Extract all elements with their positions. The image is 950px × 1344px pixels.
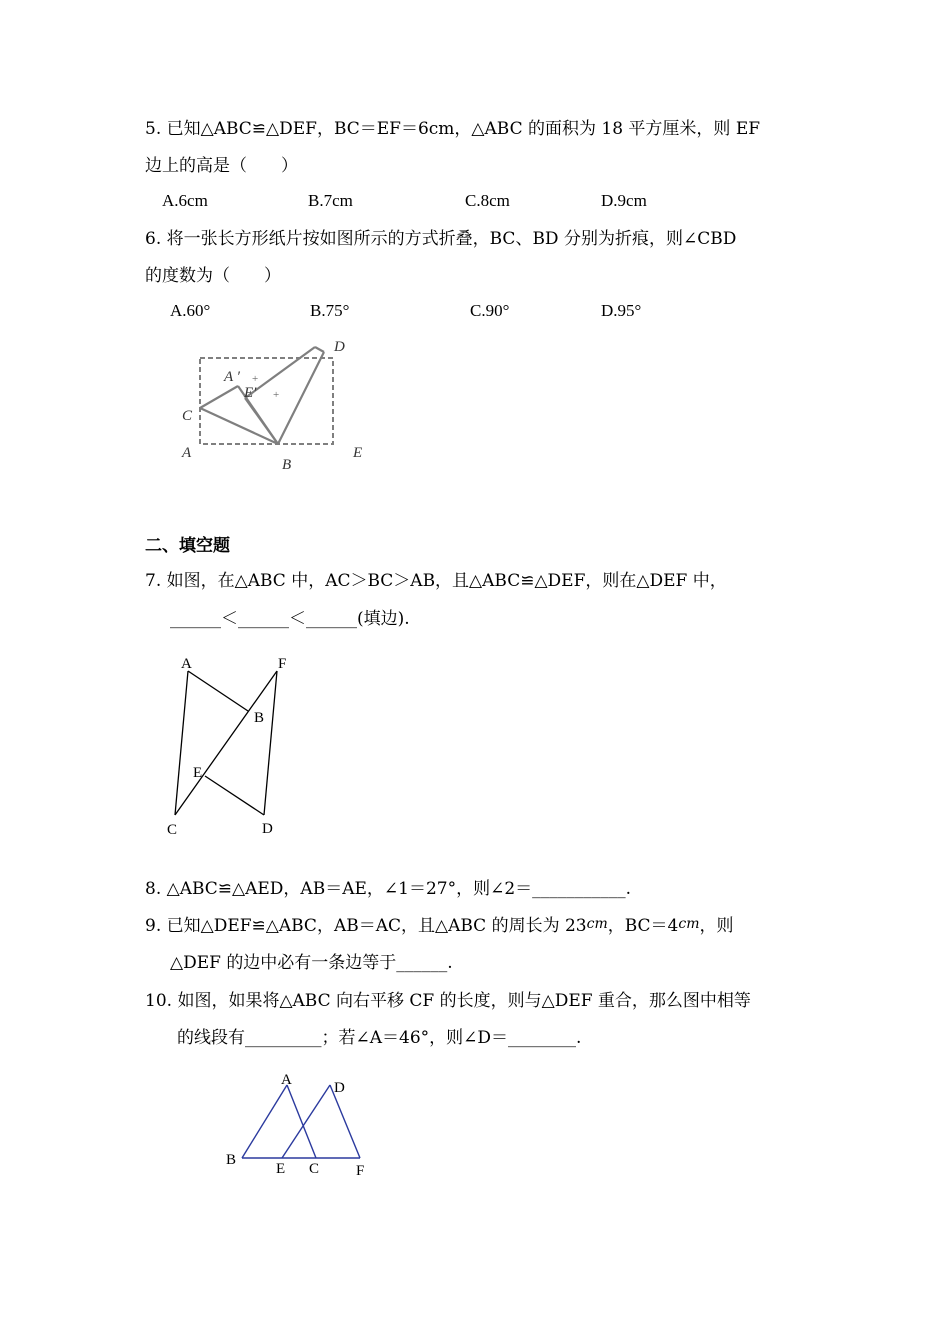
q8-stem-line1: 8. △ABC≌△AED，AB＝AE，∠1＝27°，则∠2＝___________. — [145, 879, 632, 899]
segment-ac — [175, 671, 188, 815]
label-b: B — [282, 457, 292, 473]
q6-option-c: C.90° — [470, 301, 510, 320]
segment-ab — [188, 671, 248, 711]
translation-figure — [220, 1065, 380, 1180]
q7-stem-line1: 7. 如图，在△ABC 中，AC＞BC＞AB，且△ABC≌△DEF，则在△DEF 中， — [145, 571, 727, 591]
fold-line-top — [315, 347, 324, 352]
q9-text-c: ，则 — [699, 916, 734, 936]
q9-unit-1: cm — [586, 916, 608, 932]
label-c: C — [167, 822, 178, 838]
label-d: D — [334, 339, 345, 355]
q10-stem-line2: 的线段有_________；若∠A＝46°，则∠D＝________. — [177, 1028, 582, 1048]
q5-stem-line2: 边上的高是（ ） — [145, 156, 298, 176]
q6-stem-line1: 6. 将一张长方形纸片按如图所示的方式折叠，BC、BD 分别为折痕，则∠CBD — [145, 229, 737, 249]
segment-cf — [175, 671, 277, 815]
label-e: E — [353, 445, 363, 461]
q7-stem-line2: ______＜______＜______(填边). — [170, 609, 410, 629]
section-2-title: 二、填空题 — [145, 536, 230, 556]
q9-text-b: ，BC＝4 — [607, 916, 679, 936]
label-d: D — [262, 821, 273, 837]
fold-line-ca — [200, 386, 238, 408]
q9-stem-line2: △DEF 的边中必有一条边等于______. — [170, 953, 453, 973]
label-c: C — [182, 408, 193, 424]
q5-stem-line1: 5. 已知△ABC≌△DEF，BC＝EF＝6cm，△ABC 的面积为 18 平方厘米，则 EF — [145, 119, 761, 139]
plus-mark-1: + — [252, 373, 259, 385]
segment-ed — [282, 1085, 330, 1158]
label-f: F — [278, 656, 287, 672]
q6-option-b: B.75° — [310, 301, 350, 320]
fold-figure — [170, 330, 380, 475]
congruent-triangles-figure — [160, 650, 300, 845]
q9-text-a: 9. 已知△DEF≌△ABC，AB＝AC，且△ABC 的周长为 23 — [145, 916, 587, 936]
label-f: F — [356, 1163, 365, 1179]
segment-ac — [287, 1085, 316, 1158]
q5-option-c: C.8cm — [465, 191, 510, 210]
label-a: A — [182, 445, 192, 461]
label-e-prime: E′ — [244, 385, 257, 401]
q5-option-b: B.7cm — [308, 191, 353, 210]
segment-ba — [242, 1085, 287, 1158]
label-b: B — [254, 710, 265, 726]
label-b: B — [226, 1152, 237, 1168]
q6-option-a: A.60° — [170, 301, 211, 320]
q9-stem-line1 — [145, 915, 734, 938]
fold-line-bd — [278, 352, 324, 444]
paper-rectangle — [200, 358, 333, 444]
plus-mark-2: + — [273, 389, 280, 401]
q5-option-a: A.6cm — [162, 191, 208, 210]
label-e: E — [276, 1161, 286, 1177]
q9-unit-2: cm — [678, 916, 700, 932]
label-a-prime: A ′ — [224, 369, 240, 385]
q6-stem-line2: 的度数为（ ） — [145, 266, 281, 286]
label-d: D — [334, 1080, 345, 1096]
segment-ed — [205, 776, 264, 815]
label-c: C — [309, 1161, 320, 1177]
q5-option-d: D.9cm — [601, 191, 647, 210]
q6-option-d: D.95° — [601, 301, 642, 320]
label-e: E — [193, 765, 203, 781]
segment-fd — [264, 671, 277, 815]
label-a: A — [281, 1072, 292, 1088]
label-a: A — [181, 656, 192, 672]
q10-stem-line1: 10. 如图，如果将△ABC 向右平移 CF 的长度，则与△DEF 重合，那么图中相等 — [145, 991, 751, 1011]
